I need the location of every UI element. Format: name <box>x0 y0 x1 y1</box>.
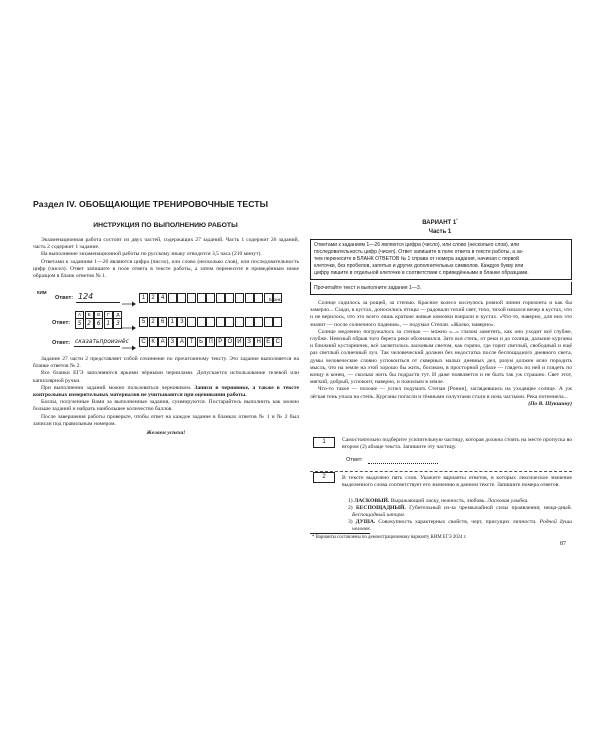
header-cell: Б <box>85 311 94 319</box>
answer-cell <box>225 293 234 303</box>
answer-cell: 2 <box>149 317 158 327</box>
answer-cell: А <box>177 337 186 347</box>
footnote: * Варианты составлены по демонстрационному варианту КИМ ЕГЭ 2024 г. <box>312 535 467 540</box>
option-word: БЕСПОЩАДНЫЙ. <box>355 505 406 511</box>
task-answer-label: Ответ: <box>346 457 363 463</box>
paragraph-bold-text: Записи в черновике, а также в тексте контрольных измерительных материалов не учитываются при оценивании работы. <box>33 384 299 399</box>
arrow-icon <box>122 319 136 337</box>
answer-underline <box>74 346 120 347</box>
answer-cell <box>235 293 244 303</box>
answer-underline <box>368 463 438 464</box>
option-number: 3) <box>348 519 353 525</box>
answer-cell: З <box>168 337 177 347</box>
text-paragraph: Солнце медленно погружалось за степью — можно «...» глазом заметить, как оно уходит всё глубже, глубже. Неясный обрыв того берега реки обозначился. Зато вся степь, от реки и до солнца, дальние курганы и ближний кустарничек, всё засветилось ласковым светом, как горячо, где горит светлый, свободный и ещё раз светлый солнечный луч. Так человеческий должен без недостатка после беспощадного дневного света, думы человеческие словно успокоиться от скверных малых дневных дел, разум должен ясно породить мысль, что на земле на этой хорошо бы жить, босиком, в просторной рубахе — глядеть по ней и глядеть по концу в конец, — сколько жить бы подрасти тут. И даже появляется и не быть так уж страшно. Свет этот, мягкий, добрый, успокоит, наверно, и пожилым в земле. <box>310 328 572 386</box>
answer-cell <box>254 293 263 303</box>
paragraph: На выполнение экзаменационной работы по русскому языку отводится 3,5 часа (210 минут). <box>41 251 262 258</box>
instruction-box <box>310 239 572 280</box>
answer-cell: 5 <box>139 317 148 327</box>
arrow-icon <box>122 295 136 313</box>
answer-cell <box>245 317 254 327</box>
left-rules-text <box>33 356 299 437</box>
paragraph: Ответами к заданиям 1—26 являются цифра (число), или слово (несколько слов), или последовательность цифр (чисел). Ответ запишите в поле ответа в тексте работы, а затем перенесите в приведённым ниже образцом в бланк ответов № 1. <box>33 258 299 280</box>
instruction-line: клеточки, без пробелов, запятых и других дополнительных символов. Каждую букву или <box>314 262 524 269</box>
kim-label: КИМ <box>37 290 47 295</box>
answer-cell: С <box>273 337 282 347</box>
options-list <box>342 498 572 533</box>
option-word: ЛАСКОВЫЙ. <box>354 498 390 504</box>
option-definition: Совокупность характерных свойств, черт, присущих личности. <box>378 519 537 525</box>
answer-cell: Ё <box>264 337 273 347</box>
answer-cells <box>139 293 283 311</box>
left-intro-text <box>33 237 299 280</box>
answer-underline <box>76 302 120 303</box>
answer-label: Ответ: <box>55 295 74 301</box>
answer-cell <box>264 317 273 327</box>
answer-cell <box>197 317 206 327</box>
answer-cell: 1 <box>139 293 148 303</box>
option-number: 2) <box>348 505 353 511</box>
text-paragraph: Солнце садилось за рощей, за степью. Красное колесо коснулось ровной линии горизонта и как бы замерло... Сзади, в кустах, доносились птицы — радовали тихий свет, тихо, тихой начался вечер в кустах, что и не верилось, что это всего лишь краткие живые комочки взирали и кустах. «Что-то, наверно, для них это значит — после солнечного падения», — подумал Степан. «Жалко, наверно». <box>310 300 572 328</box>
answer-cells <box>139 337 283 355</box>
paragraph: Баллы, полученные Вами за выполненные задания, суммируются. Постарайтесь выполнить как можно больше заданий и набрать наибольшее количество баллов. <box>33 399 299 413</box>
task-number: 2 <box>313 472 335 483</box>
answer-cell <box>235 317 244 327</box>
option-item <box>342 498 572 505</box>
option-number: 1) <box>348 498 353 504</box>
answer-cell <box>216 293 225 303</box>
answer-cell: Р <box>216 337 225 347</box>
answer-cell: И <box>235 337 244 347</box>
answer-cell: 4 <box>158 293 167 303</box>
author: (По В. Шукшину) <box>528 400 572 407</box>
task-text <box>342 437 572 451</box>
handwritten-answer: 124 <box>78 292 94 301</box>
answer-cell <box>206 317 215 327</box>
read-prompt-box <box>310 282 572 295</box>
answer-cell: З <box>245 337 254 347</box>
answer-cell <box>197 293 206 303</box>
variant-label: ВАРИАНТ 1 <box>422 220 457 226</box>
answer-cell: Ь <box>197 337 206 347</box>
option-example: Ласковая улыбка. <box>487 498 529 504</box>
section-title: Раздел IV. ОБОБЩАЮЩИЕ ТРЕНИРОВОЧНЫЕ ТЕСТЫ <box>33 199 269 209</box>
answer-cell: 5 <box>75 318 84 329</box>
answer-cell: О <box>225 337 234 347</box>
answer-cell <box>216 317 225 327</box>
answer-cell: А <box>158 337 167 347</box>
part-title: Часть 1 <box>428 229 452 235</box>
header-cell: Г <box>104 311 113 319</box>
answer-cell: 1 <box>104 318 113 329</box>
text-paragraph: Что-то такое — похоже — успел подумать Степан [Ронин], заглядевшись на уходящее солнце. А уж лёгкая тень упала на степь. Курганы погасли и тёмными силуэтами стали в ночь частыми. Река потемнела... <box>310 386 572 400</box>
answer-cell: Т <box>187 337 196 347</box>
handwritten-answer: сказатьпроизнёс <box>75 338 129 345</box>
reading-text <box>310 300 572 408</box>
answer-cell <box>206 293 215 303</box>
option-definition: Губительный из-за чрезвычайной силы проявления; неща-дный. <box>409 505 572 511</box>
answer-cell: 3 <box>113 318 122 329</box>
instruction-title: ИНСТРУКЦИЯ ПО ВЫПОЛНЕНИЮ РАБОТЫ <box>93 222 238 229</box>
answer-cell: 2 <box>85 318 94 329</box>
answer-cells <box>139 317 283 335</box>
read-prompt: Прочитайте текст и выполните задания 1—3. <box>314 285 422 291</box>
answer-cell <box>245 293 254 303</box>
answer-cell <box>225 317 234 327</box>
option-word: ДУША. <box>355 519 376 525</box>
answer-cell <box>177 293 186 303</box>
blank-label: Бланк <box>269 297 281 302</box>
variant-title <box>310 217 570 226</box>
instruction-line: последовательность цифр (чисел). Ответ запишите в поле ответа в тексте работы, а за- <box>314 248 524 255</box>
task-1-text: Самостоятельно подберите усилительную частицу, которая должна стоять на месте пропуска во втором (2) абзаце текста. Запишите эту частицу. <box>342 437 572 451</box>
answer-cell: 2 <box>149 293 158 303</box>
arrow-icon <box>122 339 136 357</box>
answer-cell <box>187 293 196 303</box>
answer-cell <box>254 317 263 327</box>
wish-text: Желаем успеха! <box>146 430 186 437</box>
paragraph: Все бланки ЕГЭ заполняются яркими чёрными чернилами. Допускается использование гелевой или капиллярной ручки. <box>33 370 299 384</box>
answer-cell: 6 <box>158 317 167 327</box>
answer-cell: П <box>206 337 215 347</box>
paragraph-text: При выполнении заданий можно пользоваться черновиком. <box>41 384 195 391</box>
task-2-text: В тексте выделено пять слов. Укажите варианты ответов, в которых лексическое значение выделенного слова соответствует его значению в данном тексте. Запишите номера ответов. <box>342 475 572 489</box>
instruction-line: цифру пишите в отдельной клеточке в соответствии с приведёнными в бланке образцами. <box>314 269 529 276</box>
answer-label: Ответ: <box>52 340 71 346</box>
answer-cell <box>168 293 177 303</box>
answer-cell: 3 <box>177 317 186 327</box>
answer-label: Ответ: <box>52 320 71 326</box>
task-number: 1 <box>313 437 335 448</box>
page-number: 87 <box>560 541 566 547</box>
divider <box>310 471 572 472</box>
header-cell: Д <box>113 311 122 319</box>
option-example: Беспощадный шторм. <box>352 512 406 518</box>
answer-cell: 1 <box>168 317 177 327</box>
instruction-line: Ответами к заданиям 1—26 являются цифра (число), или слово (несколько слов), или <box>314 242 520 248</box>
paragraph: Задание 27 части 2 представляет собой сочинение по прочитанному тексту. Это задание выполняется на бланке ответов № 2. <box>33 356 299 370</box>
answer-cell: Н <box>254 337 263 347</box>
handwritten-cells <box>75 318 123 336</box>
answer-cell: С <box>139 337 148 347</box>
answer-cell: 6 <box>94 318 103 329</box>
option-item <box>342 519 572 533</box>
paragraph: После завершения работы проверьте, чтобы ответ на каждое задание в бланках ответов № 1 и № 2 был записан под правильным номером. <box>33 413 299 427</box>
footnote-rule <box>310 533 370 534</box>
answer-cell: К <box>149 337 158 347</box>
paragraph <box>33 385 299 399</box>
instruction-line: тем перенесите в БЛАНК ОТВЕТОВ № 1 справа от номера задания, начиная с первой <box>314 255 519 262</box>
option-example: Родной души человек. <box>352 519 573 532</box>
header-cell: В <box>94 311 103 319</box>
paragraph: Экзаменационная работа состоит из двух частей, содержащих 27 заданий. Часть 1 содержит 26 заданий, часть 2 содержит 1 задание. <box>33 237 299 251</box>
answer-cell <box>187 317 196 327</box>
task-text <box>342 475 572 489</box>
answer-cell <box>273 317 282 327</box>
option-definition: Выражающий ласку, нежность, любовь. <box>390 498 486 504</box>
option-item <box>342 505 572 519</box>
footnote-mark: * <box>456 217 458 222</box>
header-cell: А <box>75 311 84 319</box>
